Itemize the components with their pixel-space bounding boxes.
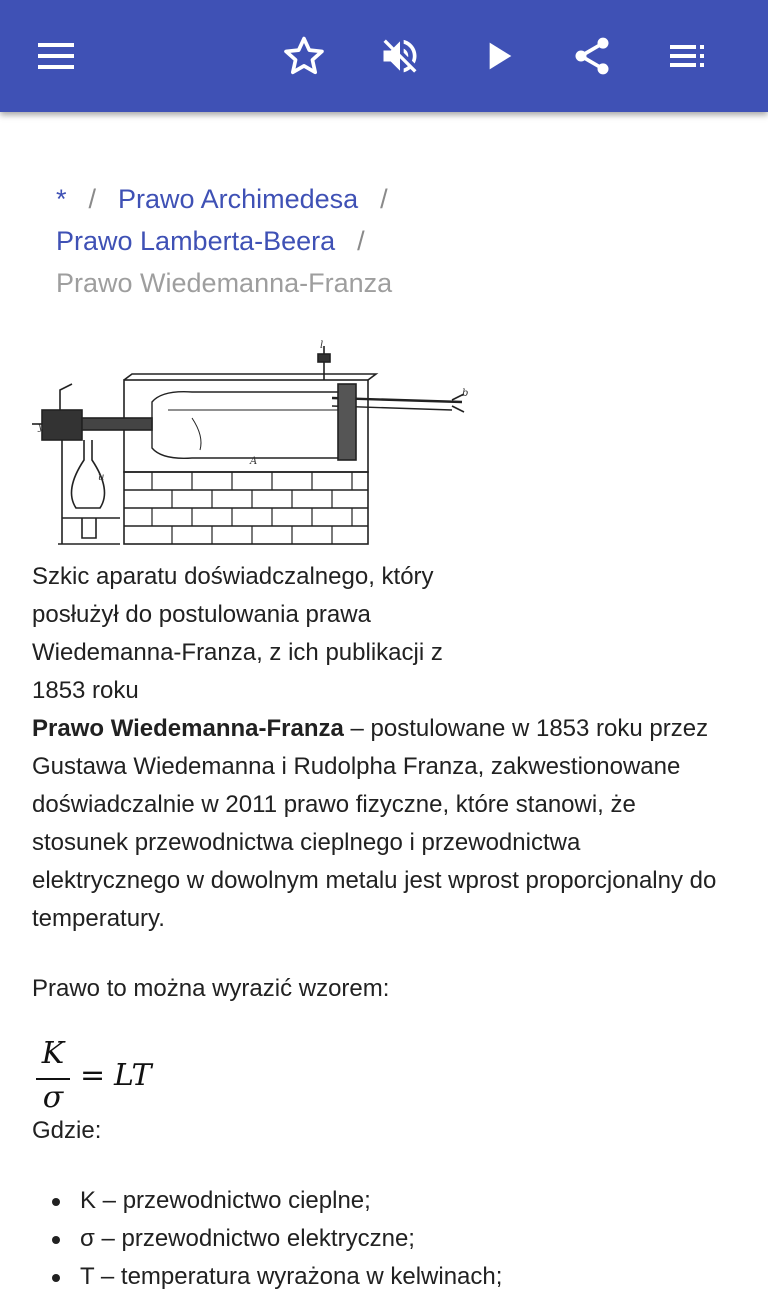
formula-numerator: K [41,1036,65,1071]
breadcrumb-current: Prawo Wiedemanna-Franza [56,268,393,298]
favorite-button[interactable] [272,24,336,88]
intro-text: – postulowane w 1853 roku przez Gustawa Wiedemanna i Rudolpha Franza, zakwestionowane doświadczalnie w 2011 prawo fizyczne, które stanowi, że stosunek przewodnictwa cieplnego i przewodnictwa elektrycznego w dowolnym metalu jest wprost proporcjonalny do temperatury. [32,715,717,932]
intro-term: Prawo Wiedemanna-Franza [32,715,344,742]
breadcrumb-home-link[interactable]: * [56,184,67,214]
volume-off-icon [378,34,422,78]
breadcrumb-separator: / [380,184,388,214]
svg-text:u: u [98,472,105,483]
hamburger-menu-icon [36,36,76,76]
formula [34,1036,234,1118]
formula-equals: = [80,1058,106,1093]
contents-button[interactable] [656,24,720,88]
play-icon [478,36,518,76]
star-outline-icon [282,34,326,78]
formula-rhs: LT [114,1058,152,1093]
share-icon [570,34,614,78]
play-button[interactable] [466,24,530,88]
formula-intro: Prawo to można wyrazić wzorem: [32,975,390,1002]
svg-text:A: A [250,456,258,467]
svg-text:b: b [462,388,469,399]
breadcrumb [56,178,736,304]
svg-text:y: y [38,422,44,433]
breadcrumb-separator: / [88,184,97,214]
list-item: T – temperatura wyrażona w kelwinach; [32,1258,732,1296]
mute-button[interactable] [368,24,432,88]
list-item: K – przewodnictwo cieplne; [32,1182,732,1220]
intro-paragraph [32,710,732,938]
list-item: σ – przewodnictwo elektryczne; [32,1220,732,1258]
breadcrumb-separator: / [357,226,365,256]
share-button[interactable] [560,24,624,88]
apparatus-sketch-image[interactable] [32,340,472,550]
breadcrumb-link-lambert-beer[interactable]: Prawo Lamberta-Beera [56,226,336,256]
menu-button[interactable] [24,24,88,88]
svg-text:l: l [320,340,324,351]
app-bar [0,0,768,112]
formula-denominator: σ [42,1080,64,1115]
where-label: Gdzie: [32,1117,102,1144]
image-caption: Szkic aparatu doświadczalnego, który posłużył do postulowania prawa Wiedemanna-Franza, z ich publikacji z 1853 roku [32,563,443,704]
list-contents-icon [668,36,708,76]
breadcrumb-link-archimedes[interactable]: Prawo Archimedesa [118,184,359,214]
definitions-list [32,1182,732,1296]
